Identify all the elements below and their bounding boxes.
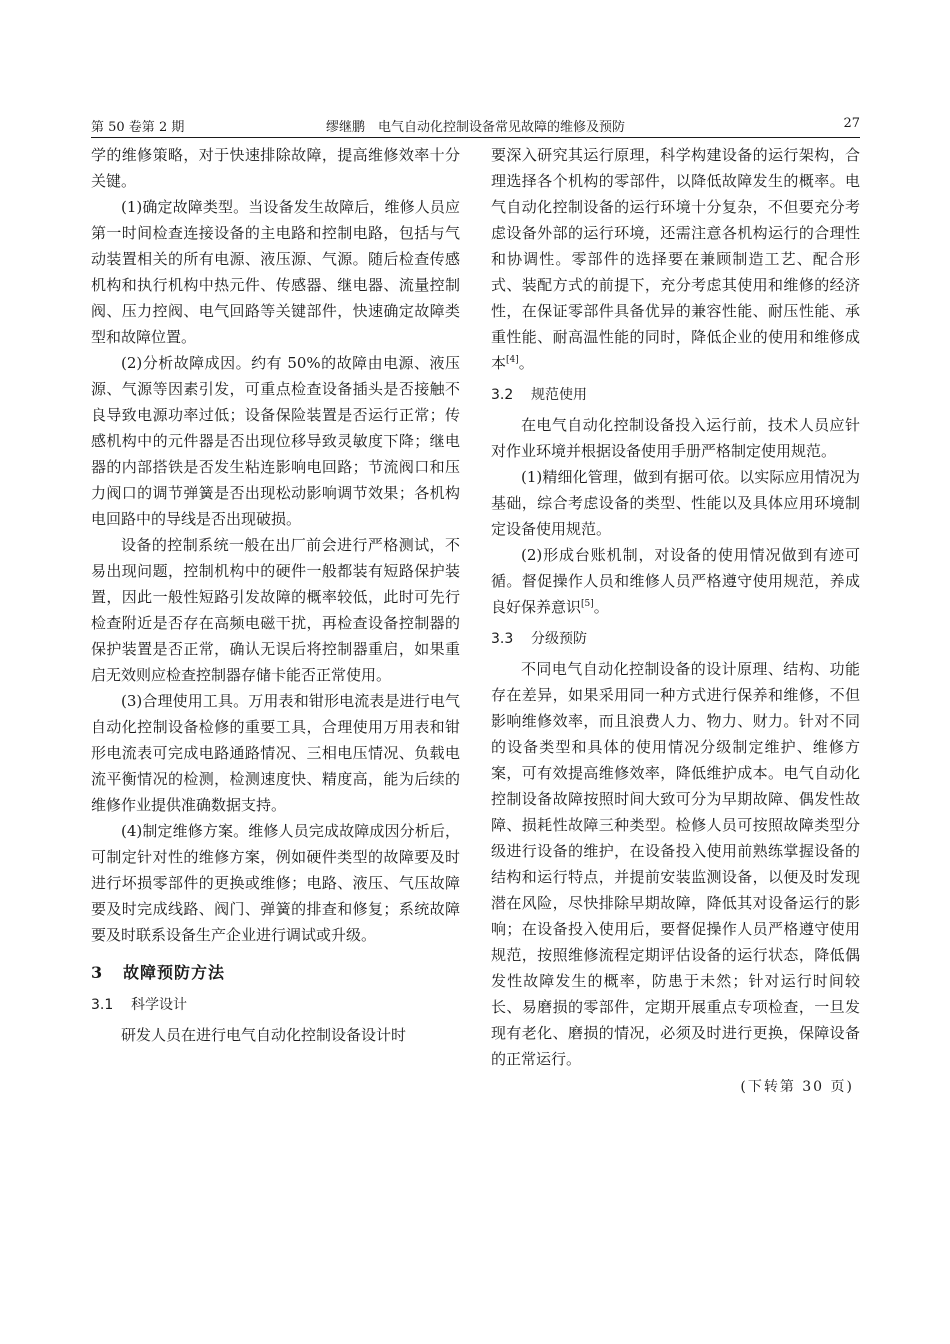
paragraph-text: 要深入研究其运行原理，科学构建设备的运行架构，合理选择各个机构的零部件，以降低故障发生的概率。电气自动化控制设备的运行环境十分复杂，不但要充分考虑设备外部的运行环境，还需注意各机构运行的合理性和协调性。零部件的选择要在兼顾制造工艺、配合形式、装配方式的前提下，充分考虑其使用和维修的经济性，在保证零部件具备优异的兼容性能、耐压性能、承重性能、耐高温性能的同时，降低企业的使用和维修成本: [491, 146, 860, 372]
section-number: 3: [91, 963, 104, 982]
subsection-number: 3.1: [91, 997, 114, 1013]
paragraph-graded-prevention: 不同电气自动化控制设备的设计原理、结构、功能存在差异，如果采用同一种方式进行保养和维修，不但影响维修效率，而且浪费人力、物力、财力。针对不同的设备类型和具体的使用情况分级制定维护、维修方案，可有效提高维修效率，降低维护成本。电气自动化控制设备故障按照时间大致可分为早期故障、偶发性故障、损耗性故障三种类型。检修人员可按照故障类型分级进行设备的维护，在设备投入使用前熟练掌握设备的结构和运行特点，并提前安装监测设备，以便及时发现潜在风险，尽快排除早期故障，降低其对设备运行的影响；在设备投入使用后，要督促操作人员严格遵守使用规范，按照维修流程定期评估设备的运行状态，降低偶发性故障发生的概率，防患于未然；针对运行时间较长、易磨损的零部件，定期开展重点专项检查，一旦发现有老化、磨损的情况，必须及时进行更换，保障设备的正常运行。: [491, 660, 860, 1068]
subsection-heading-3-2: [491, 382, 860, 408]
paragraph-text: (2)形成台账机制，对设备的使用情况做到有迹可循。督促操作人员和维修人员严格遵守使用规范，养成良好保养意识: [491, 546, 860, 616]
journal-issue: 第 50 卷第 2 期: [91, 120, 185, 135]
paragraph-intro-continued: 学的维修策略，对于快速排除故障，提高维修效率十分关键。: [91, 146, 460, 190]
paragraph-ledger-mechanism: (2)形成台账机制，对设备的使用情况做到有迹可循。督促操作人员和维修人员严格遵守使用规范，养成良好保养意识[5]。: [491, 546, 860, 616]
subsection-title: 规范使用: [531, 387, 587, 403]
left-column: [91, 142, 460, 1048]
continued-note: (下转第 30 页): [740, 1079, 854, 1095]
paragraph-tools: (3)合理使用工具。万用表和钳形电流表是进行电气自动化控制设备检修的重要工具，合理使用万用表和钳形电流表可完成电路通路情况、三相电压情况、负载电流平衡情况的检测，检测速度快、精度高，能为后续的维修作业提供准确数据支持。: [91, 692, 460, 814]
paragraph-refined-management: (1)精细化管理，做到有据可依。以实际应用情况为基础，综合考虑设备的类型、性能以及具体应用环境制定设备使用规范。: [491, 468, 860, 538]
subsection-number: 3.2: [491, 387, 514, 403]
citation-ref: [5]: [581, 599, 594, 609]
subsection-title: 科学设计: [131, 997, 187, 1013]
page-number: 27: [843, 116, 860, 131]
section-title: 故障预防方法: [123, 963, 226, 982]
running-header: [91, 113, 860, 137]
article-running-title: 缪继鹏 电气自动化控制设备常见故障的维修及预防: [325, 120, 625, 135]
subsection-title: 分级预防: [531, 631, 587, 647]
paragraph-repair-plan: (4)制定维修方案。维修人员完成故障成因分析后，可制定针对性的维修方案，例如硬件类型的故障要及时进行坏损零部件的更换或维修；电路、液压、气压故障要及时完成线路、阀门、弹簧的排查和修复；系统故障要及时联系设备生产企业进行调试或升级。: [91, 822, 460, 944]
right-column: [491, 142, 860, 1100]
section-heading-3: [91, 960, 460, 986]
subsection-heading-3-1: [91, 992, 460, 1018]
paragraph-fault-type: (1)确定故障类型。当设备发生故障后，维修人员应第一时间检查连接设备的主电路和控制电路，包括与气动装置相关的所有电源、液压源、气源。随后检查传感机构和执行机构中热元件、传感器、继电器、流量控制阀、压力控阀、电气回路等关键部件，快速确定故障类型和故障位置。: [91, 198, 460, 346]
paragraph-design-continued: 要深入研究其运行原理，科学构建设备的运行架构，合理选择各个机构的零部件，以降低故障发生的概率。电气自动化控制设备的运行环境十分复杂，不但要充分考虑设备外部的运行环境，还需注意各机构运行的合理性和协调性。零部件的选择要在兼顾制造工艺、配合形式、装配方式的前提下，充分考虑其使用和维修的经济性，在保证零部件具备优异的兼容性能、耐压性能、承重性能、耐高温性能的同时，降低企业的使用和维修成本[4]。: [491, 146, 860, 372]
paragraph-fault-cause: (2)分析故障成因。约有 50%的故障由电源、液压源、气源等因素引发，可重点检查设备插头是否接触不良导致电源功率过低；设备保险装置是否运行正常；传感机构中的元件器是否出现位移导致灵敏度下降；继电器的内部搭铁是否发生粘连影响电回路；节流阀口和压力阀口的调节弹簧是否出现松动影响调节效果；各机构电回路中的导线是否出现破损。: [91, 354, 460, 528]
paragraph-standard-use: 在电气自动化控制设备投入运行前，技术人员应针对作业环境并根据设备使用手册严格制定使用规范。: [491, 416, 860, 460]
header-rule: [91, 137, 860, 138]
subsection-heading-3-3: [491, 626, 860, 652]
paragraph-scientific-design: 研发人员在进行电气自动化控制设备设计时: [121, 1026, 407, 1044]
paragraph-control-system: 设备的控制系统一般在出厂前会进行严格测试，不易出现问题，控制机构中的硬件一般都装有短路保护装置，因此一般性短路引发故障的概率较低，此时可先行检查附近是否存在高频电磁干扰，再检查设备控制器的保护装置是否正常，确认无误后将控制器重启，如果重启无效则应检查控制器存储卡能否正常使用。: [91, 536, 460, 684]
citation-ref: [4]: [506, 355, 519, 365]
subsection-number: 3.3: [491, 631, 514, 647]
